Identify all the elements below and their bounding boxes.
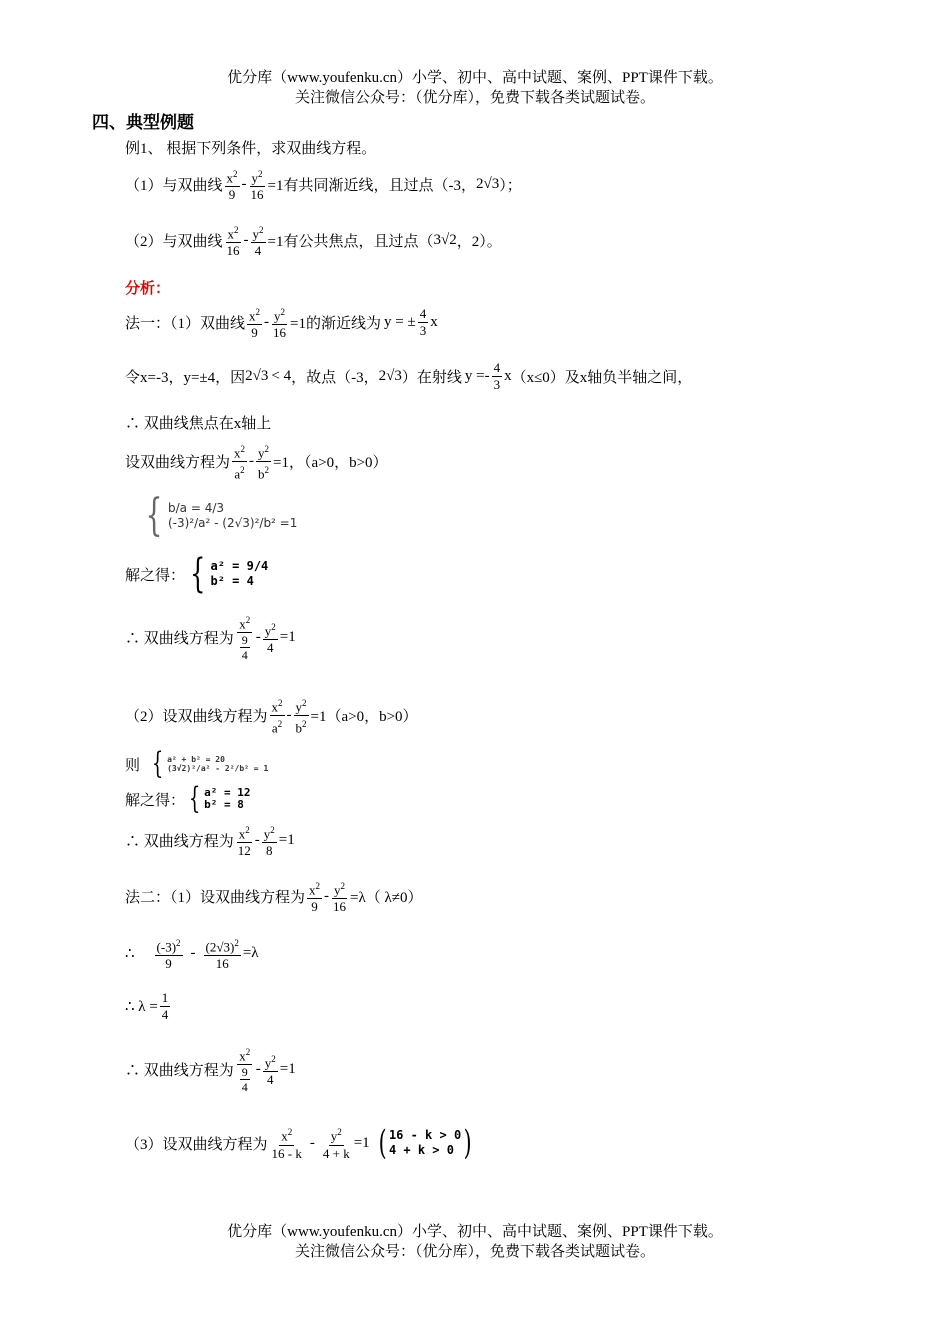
fraction-x2-16: $\frac{x^2}{16}$ [225,222,242,259]
root-3sqrt2: 3√2 [433,232,457,249]
m2-line-3: ∴ λ = $\frac{1}{4}$ [125,990,169,1022]
question-1: （1）与双曲线 $\frac{x^2}{9}$ - $\frac{y^2}{16}$ =1有共同渐近线，且过点（-3， 2√3 ）； [125,166,522,203]
footer-line-2: 关注微信公众号：（优分库），免费下载各类试题试卷。 [294,1244,655,1260]
m2-line-1: 法二：（1）设双曲线方程为 $\frac{x^2}{9}$ - $\frac{y^2}{16}$ =λ（ λ≠0） [125,878,423,915]
m2-line-5: （3）设双曲线方程为 $\frac{x^2}{16 - k}$ - $\frac{y^2}{4 + k}$ =1 ( 16 - k > 0 4 + k > 0 ) [125,1123,472,1163]
m1-line-9: 解之得： { a² = 12 b² = 8 [125,781,251,816]
m2-line-2: ∴ $\frac{(-3)^2}{9}$ - $\frac{(2√3)^2}{16}$ =λ [125,935,259,972]
system-1: { b/a = 4/3 (-3)²/a² - (2√3)²/b² =1 [145,490,298,541]
m1-line-8: 则 { a² + b² = 20 (3√2)²/a² - 2²/b² = 1 [125,746,269,781]
analysis-label: 分析： [125,281,171,297]
m1-line-1: 法一：（1）双曲线 $\frac{x^2}{9}$ - $\frac{y^2}{16}$ =1的渐近线为 y = ± $\frac{4}{3}$ x [125,304,438,341]
m1-line-2: 令x=-3，y=±4，因 2√3 < 4 ，故点（-3， 2√3 ）在射线 y =- $\frac{4}{3}$ x （x≤0）及x轴负半轴之间， [125,360,693,392]
m1-line-3: ∴ 双曲线焦点在x轴上 [125,416,272,432]
header-line-2: 关注微信公众号：（优分库），免费下载各类试题试卷。 [294,90,655,106]
m1-line-10: ∴ 双曲线方程为 $\frac{x^2}{12}$ - $\frac{y^2}{8}$ =1 [125,822,295,859]
section-title: 四、典型例题 [92,113,194,132]
m1-line-7: （2）设双曲线方程为 $\frac{x^2}{a^2}$ - $\frac{y^2}{b^2}$ =1（a>0，b>0） [125,695,418,737]
question-2: （2）与双曲线 $\frac{x^2}{16}$ - $\frac{y^2}{4}$ =1有公共焦点，且过点（ 3√2 ，2）。 [125,222,502,259]
m1-line-6: ∴ 双曲线方程为 $\frac{x^2}{\frac{9}{4}}$ - $\frac{y^2}{4}$ =1 [125,612,296,662]
header-line-1: 优分库（www.youfenku.cn）小学、初中、高中试题、案例、PPT课件下载。 [227,70,723,86]
root-2sqrt3: 2√3 [475,176,500,193]
m1-line-5: 解之得： { a² = 9/4 b² = 4 [125,551,269,597]
q1-prefix: （1）与双曲线 [125,178,223,195]
example-intro: 例1、 根据下列条件，求双曲线方程。 [125,141,377,157]
m2-line-4: ∴ 双曲线方程为 $\frac{x^2}{\frac{9}{4}}$ - $\frac{y^2}{4}$ =1 [125,1044,296,1094]
fraction-x2-9: $\frac{x^2}{9}$ [225,166,240,203]
footer-line-1: 优分库（www.youfenku.cn）小学、初中、高中试题、案例、PPT课件下载。 [227,1224,723,1240]
fraction-y2-4: $\frac{y^2}{4}$ [251,222,266,259]
fraction-y2-16: $\frac{y^2}{16}$ [249,166,266,203]
m1-line-4: 设双曲线方程为 $\frac{x^2}{a^2}$ - $\frac{y^2}{b^2}$ =1，（a>0，b>0） [125,441,388,483]
